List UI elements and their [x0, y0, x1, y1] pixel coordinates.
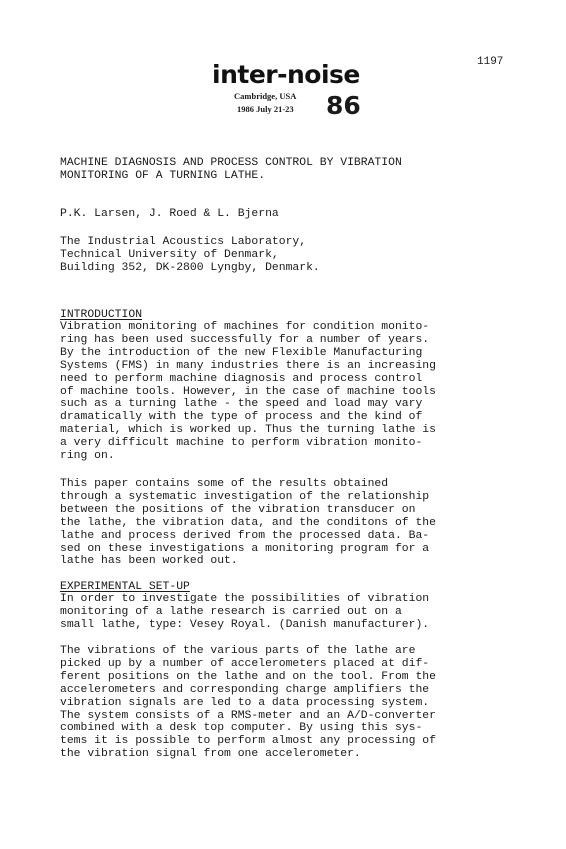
text-line: of machine tools. However, in the case of machine tools [60, 385, 436, 398]
section-heading-experimental-setup: EXPERIMENTAL SET-UP [60, 581, 190, 593]
text-line: material, which is worked up. Thus the turning lathe is [60, 424, 436, 437]
text-line: vibration signals are led to a data processing system. [60, 696, 430, 709]
text-line: combined with a desk top computer. By using this sys- [60, 722, 423, 735]
text-line: ring on. [60, 450, 115, 463]
text-line: dramatically with the type of process and the kind of [60, 411, 423, 424]
affiliation-line: Technical University of Denmark, [60, 248, 279, 261]
page-number: 1197 [477, 56, 504, 68]
text-line: The system consists of a RMS-meter and an A/D-converter [60, 709, 436, 722]
setup-paragraph-1 [60, 593, 429, 632]
text-line: ferent positions on the lathe and on the tool. From the [60, 670, 436, 683]
text-line: Systems (FMS) in many industries there is an increasing [60, 359, 436, 372]
section-heading-introduction: INTRODUCTION [60, 309, 143, 321]
affiliation [60, 236, 320, 275]
text-line: between the positions of the vibration transducer on [60, 503, 416, 516]
conference-logo [212, 62, 362, 140]
text-line: the vibration signal from one accelerometer. [60, 748, 361, 761]
text-line: The vibrations of the various parts of the lathe are [60, 645, 416, 657]
logo-year: 86 [326, 91, 361, 120]
text-line: ring has been used successfully for a number of years. [60, 333, 430, 346]
text-line: through a systematic investigation of the relationship [60, 490, 430, 503]
text-line: accelerometers and corresponding charge amplifiers the [60, 683, 430, 696]
logo-location: Cambridge, USA [234, 91, 297, 101]
affiliation-line: The Industrial Acoustics Laboratory, [60, 236, 307, 248]
text-line: lathe has been worked out. [60, 555, 238, 568]
title-line: MONITORING OF A TURNING LATHE. [60, 169, 266, 182]
introduction-paragraph-1 [60, 321, 436, 463]
text-line: monitoring of a lathe research is carried out on a [60, 605, 402, 618]
text-line: small lathe, type: Vesey Royal. (Danish manufacturer). [60, 618, 430, 631]
logo-date: 1986 July 21-23 [237, 104, 294, 114]
text-line: such as a turning lathe - the speed and load may vary [60, 398, 423, 411]
authors: P.K. Larsen, J. Roed & L. Bjerna [60, 208, 279, 220]
text-line: tems it is possible to perform almost any processing of [60, 735, 436, 748]
text-line: In order to investigate the possibilities of vibration [60, 593, 430, 605]
paper-title [60, 157, 402, 183]
text-line: need to perform machine diagnosis and process control [60, 372, 423, 385]
text-line: lathe and process derived from the processed data. Ba- [60, 529, 430, 542]
text-line: a very difficult machine to perform vibration monito- [60, 437, 423, 450]
text-line: Vibration monitoring of machines for condition monito- [60, 321, 430, 333]
text-line: sed on these investigations a monitoring program for a [60, 542, 430, 555]
text-line: picked up by a number of accelerometers placed at dif- [60, 657, 430, 670]
text-line: the lathe, the vibration data, and the conditons of the [60, 516, 436, 529]
introduction-paragraph-2 [60, 478, 436, 568]
title-line: MACHINE DIAGNOSIS AND PROCESS CONTROL BY VIBRATION [60, 157, 402, 169]
affiliation-line: Building 352, DK-2800 Lyngby, Denmark. [60, 261, 320, 274]
text-line: By the introduction of the new Flexible Manufacturing [60, 346, 423, 359]
text-line: This paper contains some of the results obtained [60, 478, 389, 490]
setup-paragraph-2 [60, 645, 436, 761]
logo-title: inter-noise [212, 60, 360, 89]
